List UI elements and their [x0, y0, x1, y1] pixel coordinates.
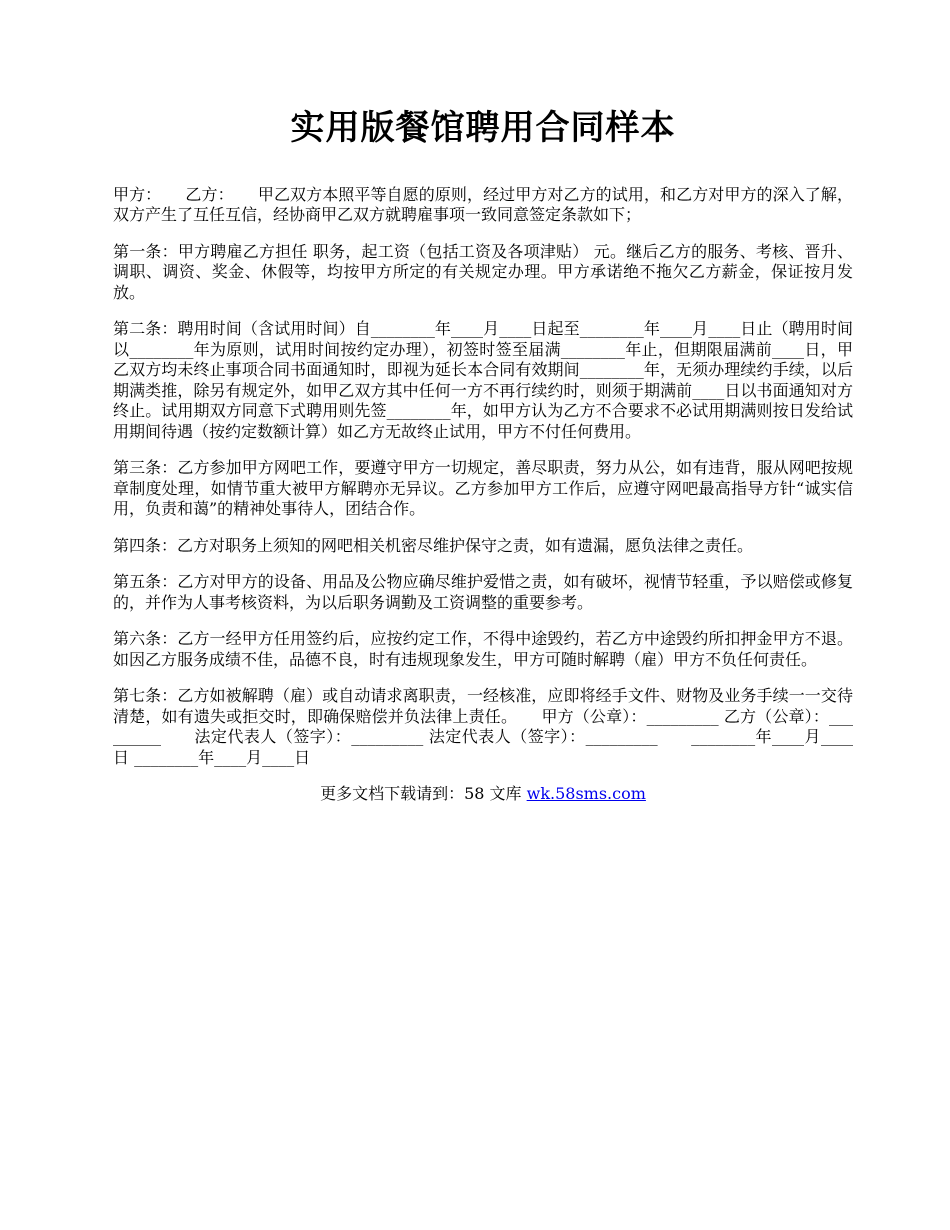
- preamble-paragraph: 甲方： 乙方： 甲乙双方本照平等自愿的原则，经过甲方对乙方的试用，和乙方对甲方的深入了解，双方产生了互任互信，经协商甲乙双方就聘雇事项一致同意签定条款如下；: [113, 184, 853, 225]
- footer-link[interactable]: wk.58sms.com: [526, 784, 646, 804]
- article-2-paragraph: 第二条：聘用时间（含试用时间）自________年____月____日起至________年____月____日止（聘用时间以________年为原则，试用时间按约定办理），初签时签至届满________年止，但期限届满前____日，甲乙双方均未终止事项合同书面通知时，即视为延长本合同有效期间________年，无须办理续约手续，以后期满类推，除另有规定外，如甲乙双方其中任何一方不再行续约时，则须于期满前____日以书面通知对方终止。试用期双方同意下式聘用则先签________年，如甲方认为乙方不合要求不必试用期满则按日发给试用期间待遇（按约定数额计算）如乙方无故终止试用，甲方不付任何费用。: [113, 319, 853, 441]
- page-title: 实用版餐馆聘用合同样本: [290, 108, 676, 148]
- document-page: [113, 108, 853, 804]
- article-3-paragraph: 第三条：乙方参加甲方网吧工作，要遵守甲方一切规定，善尽职责，努力从公，如有违背，服从网吧按规章制度处理，如情节重大被甲方解聘亦无异议。乙方参加甲方工作后，应遵守网吧最高指导方针“诚实信用，负责和蔼”的精神处事待人，团结合作。: [113, 458, 853, 519]
- article-4-paragraph: 第四条：乙方对职务上须知的网吧相关机密尽维护保守之责，如有遗漏，愿负法律之责任。: [113, 535, 754, 555]
- footer-note: [113, 784, 853, 804]
- article-1-paragraph: 第一条：甲方聘雇乙方担任 职务，起工资（包括工资及各项津贴） 元。继后乙方的服务、考核、晋升、调职、调资、奖金、休假等，均按甲方所定的有关规定办理。甲方承诺绝不拖欠乙方薪金，保证按月发放。: [113, 241, 853, 302]
- article-5-paragraph: 第五条：乙方对甲方的设备、用品及公物应确尽维护爱惜之责，如有破坏，视情节轻重，予以赔偿或修复的，并作为人事考核资料，为以后职务调勤及工资调整的重要参考。: [113, 572, 853, 612]
- footer-prefix: 更多文档下载请到：58 文库: [320, 784, 527, 804]
- article-6-paragraph: 第六条：乙方一经甲方任用签约后，应按约定工作，不得中途毁约，若乙方中途毁约所扣押金甲方不退。如因乙方服务成绩不佳，品德不良，时有违规现象发生，甲方可随时解聘（雇）甲方不负任何责任。: [113, 629, 853, 669]
- article-7-paragraph: 第七条：乙方如被解聘（雇）或自动请求离职责，一经核准，应即将经手文件、财物及业务手续一一交待清楚，如有遗失或拒交时，即确保赔偿并负法律上责任。 甲方（公章）：_________ 乙方（公章）：_________ 法定代表人（签字）：_________ 法定代表人（签字）：_________ ________年____月____日 ________年____月____日: [113, 686, 853, 767]
